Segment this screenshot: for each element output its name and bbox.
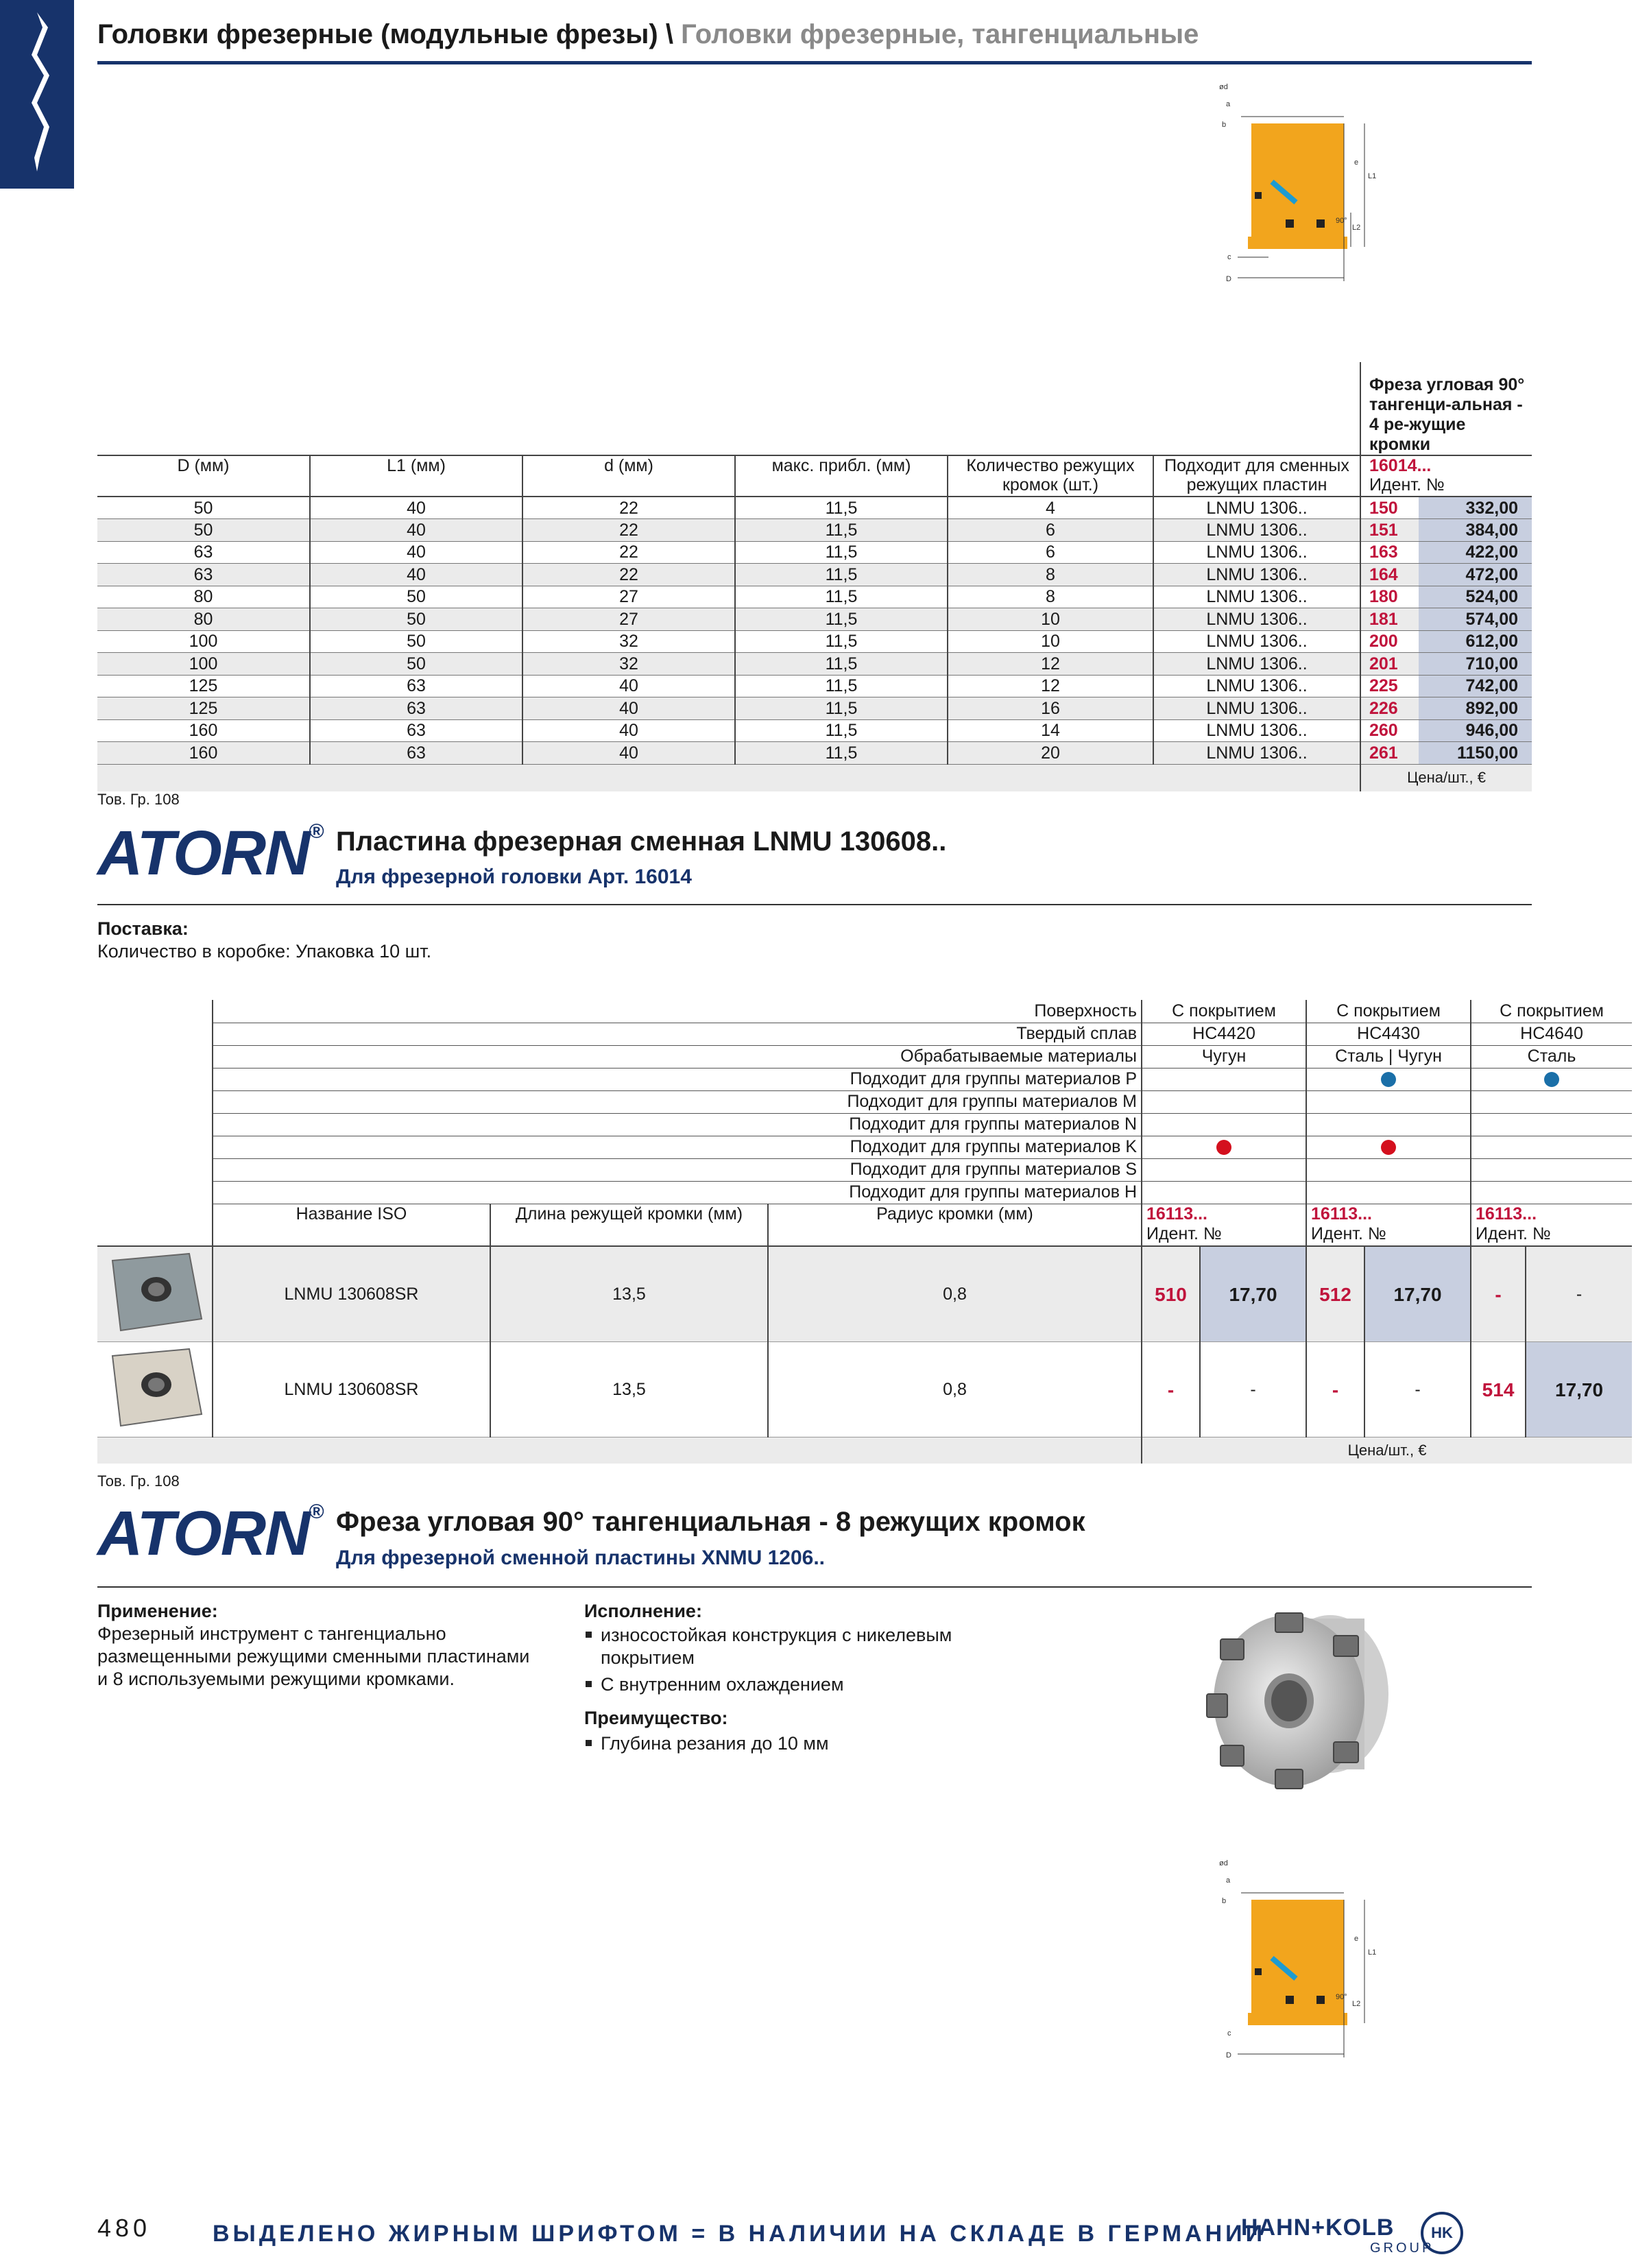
table-cell: 11,5 <box>735 564 948 586</box>
attribute-value: Сталь <box>1471 1045 1632 1068</box>
table-cell: 4 <box>948 497 1153 519</box>
table-cell: 40 <box>310 519 522 542</box>
table-cell: 16 <box>948 697 1153 720</box>
price-cell: 332,00 <box>1419 497 1532 519</box>
attribute-value: HC4430 <box>1306 1023 1471 1045</box>
price-cell: 1150,00 <box>1419 742 1532 765</box>
table-row <box>97 564 1532 586</box>
ident-number: 512 <box>1306 1246 1364 1342</box>
price-cell: 710,00 <box>1419 653 1532 676</box>
ident-number: 226 <box>1360 697 1419 720</box>
product-group: Тов. Гр. 108 <box>97 791 180 808</box>
table-cell: 12 <box>948 653 1153 676</box>
attribute-value: Сталь | Чугун <box>1306 1045 1471 1068</box>
attribute-value: С покрытием <box>1306 1000 1471 1023</box>
section-title-2: Фреза угловая 90° тангенциальная - 8 режущих кромок <box>336 1507 1085 1537</box>
attribute-label: Подходит для группы материалов S <box>213 1158 1142 1181</box>
ident-number: 510 <box>1142 1246 1200 1342</box>
attribute-row <box>97 1068 1632 1090</box>
ident-number: - <box>1471 1246 1526 1342</box>
table-cell: 40 <box>522 697 735 720</box>
price-label: Цена/шт., € <box>1360 764 1532 791</box>
suitability-cell <box>1306 1181 1471 1204</box>
table-cell: 80 <box>97 586 310 608</box>
table-cell: 100 <box>97 653 310 676</box>
table-cell: 27 <box>522 608 735 631</box>
red-dot-icon <box>1216 1140 1231 1155</box>
table-cell: 40 <box>310 497 522 519</box>
table-cell: 10 <box>948 608 1153 631</box>
ident-number: 164 <box>1360 564 1419 586</box>
label-d-2: ød <box>1219 1859 1228 1867</box>
table-cell: LNMU 1306.. <box>1153 697 1360 720</box>
table-cell: 12 <box>948 675 1153 697</box>
label-L2: L2 <box>1352 224 1361 232</box>
suitability-cell <box>1306 1113 1471 1136</box>
label-L2-2: L2 <box>1352 2000 1361 2008</box>
table-cell: 50 <box>97 497 310 519</box>
insert-iso: LNMU 130608SR <box>213 1342 490 1437</box>
attribute-label: Подходит для группы материалов H <box>213 1181 1142 1204</box>
supply-label: Поставка: <box>97 918 189 939</box>
attribute-value: С покрытием <box>1471 1000 1632 1023</box>
supply-text: Количество в коробке: Упаковка 10 шт. <box>97 941 432 962</box>
table-cell: LNMU 1306.. <box>1153 586 1360 608</box>
price-cell: 946,00 <box>1419 719 1532 742</box>
label-b: b <box>1222 121 1227 129</box>
suitability-cell <box>1471 1136 1632 1158</box>
table-cell: 10 <box>948 630 1153 653</box>
table-cell: 11,5 <box>735 541 948 564</box>
table-cell: 22 <box>522 497 735 519</box>
label-c-2: c <box>1227 2029 1231 2038</box>
col-ident-1: 16113... Идент. № <box>1142 1204 1306 1246</box>
label-a-2: a <box>1226 1876 1231 1885</box>
label-D: D <box>1226 275 1231 283</box>
ident-number: 201 <box>1360 653 1419 676</box>
section-title: Пластина фрезерная сменная LNMU 130608.. <box>336 826 947 857</box>
table-cell: LNMU 1306.. <box>1153 519 1360 542</box>
section-rule <box>97 904 1532 905</box>
title-rule <box>97 61 1532 64</box>
col-ident-3: 16113... Идент. № <box>1471 1204 1632 1246</box>
col-length: Длина режущей кромки (мм) <box>490 1204 768 1246</box>
suitability-cell <box>1306 1090 1471 1113</box>
cutter-table <box>97 362 1532 791</box>
suitability-cell <box>1306 1136 1471 1158</box>
suitability-cell <box>1471 1113 1632 1136</box>
label-e: e <box>1354 158 1359 167</box>
advantage-item-1: Глубина резания до 10 мм <box>584 1732 1009 1755</box>
table-cell: 125 <box>97 675 310 697</box>
suitability-cell <box>1306 1158 1471 1181</box>
ident-number: - <box>1142 1342 1200 1437</box>
attribute-value: HC4640 <box>1471 1023 1632 1045</box>
attribute-row <box>97 1023 1632 1045</box>
table-cell: 6 <box>948 519 1153 542</box>
table-cell: 32 <box>522 630 735 653</box>
insert-radius: 0,8 <box>768 1342 1142 1437</box>
attribute-label: Поверхность <box>213 1000 1142 1023</box>
table-row <box>97 1246 1632 1342</box>
atorn-logo: ATORN® <box>97 818 323 888</box>
label-e-2: e <box>1354 1935 1359 1943</box>
price-cell: 892,00 <box>1419 697 1532 720</box>
attribute-value: С покрытием <box>1142 1000 1306 1023</box>
ident-number: 163 <box>1360 541 1419 564</box>
ident-number: 150 <box>1360 497 1419 519</box>
table-cell: LNMU 1306.. <box>1153 719 1360 742</box>
table-cell: 63 <box>310 697 522 720</box>
table-cell: 50 <box>310 608 522 631</box>
price-cell: 422,00 <box>1419 541 1532 564</box>
table-cell: 50 <box>310 586 522 608</box>
table-cell: 160 <box>97 719 310 742</box>
table-cell: 27 <box>522 586 735 608</box>
table-row <box>97 586 1532 608</box>
ident-number: 181 <box>1360 608 1419 631</box>
design-item-2: С внутренним охлаждением <box>584 1673 1009 1696</box>
table-cell: LNMU 1306.. <box>1153 497 1360 519</box>
price-cell: 612,00 <box>1419 630 1532 653</box>
table-row <box>97 497 1532 519</box>
col-ident-2: 16113... Идент. № <box>1306 1204 1471 1246</box>
table-cell: 160 <box>97 742 310 765</box>
group-header: Фреза угловая 90° тангенци-альная - 4 ре-жущие кромки <box>1360 362 1532 455</box>
table-cell: 20 <box>948 742 1153 765</box>
table-cell: 11,5 <box>735 675 948 697</box>
table-cell: 22 <box>522 519 735 542</box>
section-subtitle: Для фрезерной головки Арт. 16014 <box>336 866 692 888</box>
price-cell: 574,00 <box>1419 608 1532 631</box>
table-cell: 11,5 <box>735 497 948 519</box>
table-cell: 63 <box>97 564 310 586</box>
attribute-label: Твердый сплав <box>213 1023 1142 1045</box>
table-cell: 6 <box>948 541 1153 564</box>
section-subtitle-2: Для фрезерной сменной пластины XNMU 1206.. <box>336 1547 826 1569</box>
table-row <box>97 719 1532 742</box>
table-cell: 11,5 <box>735 697 948 720</box>
suitability-cell <box>1471 1068 1632 1090</box>
table-row <box>97 742 1532 765</box>
label-L1: L1 <box>1368 172 1377 180</box>
suitability-cell <box>1306 1068 1471 1090</box>
suitability-cell <box>1142 1136 1306 1158</box>
label-a: a <box>1226 100 1231 108</box>
milling-cutter-photo <box>1193 1598 1419 1804</box>
insert-length: 13,5 <box>490 1246 768 1342</box>
suitability-cell <box>1142 1090 1306 1113</box>
label-D-2: D <box>1226 2051 1231 2060</box>
table-cell: 14 <box>948 719 1153 742</box>
suitability-cell <box>1471 1158 1632 1181</box>
table-cell: 11,5 <box>735 519 948 542</box>
ident-number: 261 <box>1360 742 1419 765</box>
table-row <box>97 1342 1632 1437</box>
table-cell: 11,5 <box>735 608 948 631</box>
suitability-cell <box>1142 1113 1306 1136</box>
ident-number: 225 <box>1360 675 1419 697</box>
table-row <box>97 697 1532 720</box>
tool-diagram-bottom <box>1207 1852 1412 2071</box>
table-cell: 11,5 <box>735 653 948 676</box>
page-number: 480 <box>97 2214 152 2242</box>
col-d: d (мм) <box>522 455 735 497</box>
suitability-cell <box>1142 1158 1306 1181</box>
insert-photo <box>97 1246 213 1342</box>
attribute-row <box>97 1136 1632 1158</box>
col-D: D (мм) <box>97 455 310 497</box>
table-row <box>97 675 1532 697</box>
table-row <box>97 630 1532 653</box>
suitability-cell <box>1471 1090 1632 1113</box>
suitability-cell <box>1471 1181 1632 1204</box>
col-ident: 16014... Идент. № <box>1360 455 1532 497</box>
insert-photo <box>97 1342 213 1437</box>
col-edges: Количество режущих кромок (шт.) <box>948 455 1153 497</box>
ident-number: 260 <box>1360 719 1419 742</box>
ident-number: 514 <box>1471 1342 1526 1437</box>
table-row <box>97 541 1532 564</box>
table-cell: 40 <box>310 541 522 564</box>
attribute-label: Подходит для группы материалов K <box>213 1136 1142 1158</box>
label-b-2: b <box>1222 1897 1227 1905</box>
page-title-sub: Головки фрезерные, тангенциальные <box>681 19 1199 49</box>
drill-icon-tab <box>0 0 74 189</box>
product-group-2: Тов. Гр. 108 <box>97 1472 180 1490</box>
col-inserts: Подходит для сменных режущих пластин <box>1153 455 1360 497</box>
table-cell: 50 <box>310 653 522 676</box>
price-cell: - <box>1200 1342 1306 1437</box>
table-cell: 63 <box>310 719 522 742</box>
table-row <box>97 653 1532 676</box>
price-cell: - <box>1526 1246 1632 1342</box>
table-row <box>97 519 1532 542</box>
attribute-row <box>97 1090 1632 1113</box>
price-cell: 524,00 <box>1419 586 1532 608</box>
attribute-label: Подходит для группы материалов M <box>213 1090 1142 1113</box>
table-cell: 11,5 <box>735 630 948 653</box>
suitability-cell <box>1142 1068 1306 1090</box>
table-cell: 32 <box>522 653 735 676</box>
price-label-2: Цена/шт., € <box>1142 1437 1632 1464</box>
price-cell: 17,70 <box>1200 1246 1306 1342</box>
col-L1: L1 (мм) <box>310 455 522 497</box>
page-title-main: Головки фрезерные (модульные фрезы) <box>97 19 658 49</box>
attribute-row <box>97 1158 1632 1181</box>
table-cell: 8 <box>948 564 1153 586</box>
hk-mark-icon: HK <box>1421 2212 1463 2254</box>
table-cell: 63 <box>310 742 522 765</box>
table-cell: LNMU 1306.. <box>1153 608 1360 631</box>
attribute-value: Чугун <box>1142 1045 1306 1068</box>
price-cell: 384,00 <box>1419 519 1532 542</box>
insert-length: 13,5 <box>490 1342 768 1437</box>
insert-table <box>97 1000 1632 1464</box>
suitability-cell <box>1142 1181 1306 1204</box>
ident-number: 180 <box>1360 586 1419 608</box>
table-cell: 63 <box>97 541 310 564</box>
price-cell: 17,70 <box>1364 1246 1471 1342</box>
price-cell: 17,70 <box>1526 1342 1632 1437</box>
table-cell: 40 <box>522 742 735 765</box>
table-cell: 50 <box>97 519 310 542</box>
attribute-label: Подходит для группы материалов N <box>213 1113 1142 1136</box>
table-cell: 40 <box>310 564 522 586</box>
label-angle-2: 90° <box>1336 1993 1347 2001</box>
attribute-label: Обрабатываемые материалы <box>213 1045 1142 1068</box>
table-cell: LNMU 1306.. <box>1153 630 1360 653</box>
table-cell: 40 <box>522 675 735 697</box>
table-cell: 11,5 <box>735 742 948 765</box>
table-row <box>97 608 1532 631</box>
hahn-kolb-logo: HAHN+KOLB GROUP HK <box>1241 2212 1467 2253</box>
table-cell: 11,5 <box>735 586 948 608</box>
table-cell: 63 <box>310 675 522 697</box>
label-c: c <box>1227 253 1231 261</box>
table-cell: 100 <box>97 630 310 653</box>
table-cell: LNMU 1306.. <box>1153 653 1360 676</box>
attribute-row <box>97 1000 1632 1023</box>
attribute-row <box>97 1181 1632 1204</box>
attribute-label: Подходит для группы материалов P <box>213 1068 1142 1090</box>
table-cell: 125 <box>97 697 310 720</box>
page-title: Головки фрезерные (модульные фрезы) \ Головки фрезерные, тангенциальные <box>97 19 1199 49</box>
table-cell: LNMU 1306.. <box>1153 564 1360 586</box>
label-L1-2: L1 <box>1368 1948 1377 1957</box>
table-cell: 22 <box>522 541 735 564</box>
design-item-1: износостойкая конструкция с никелевым покрытием <box>584 1624 1009 1669</box>
table-cell: 22 <box>522 564 735 586</box>
stock-tagline: ВЫДЕЛЕНО ЖИРНЫМ ШРИФТОМ = В НАЛИЧИИ НА СКЛАДЕ В ГЕРМАНИИ <box>213 2221 1266 2247</box>
table-cell: LNMU 1306.. <box>1153 742 1360 765</box>
col-iso: Название ISO <box>213 1204 490 1246</box>
insert-iso: LNMU 130608SR <box>213 1246 490 1342</box>
ident-number: 200 <box>1360 630 1419 653</box>
section-rule-2 <box>97 1586 1532 1588</box>
ident-number: - <box>1306 1342 1364 1437</box>
atorn-logo-2: ATORN® <box>97 1499 323 1568</box>
insert-radius: 0,8 <box>768 1246 1142 1342</box>
design-block: Исполнение: износостойкая конструкция с никелевым покрытием С внутренним охлаждением Преимущество: Глубина резания до 10 мм <box>584 1600 1009 1755</box>
table-cell: 8 <box>948 586 1153 608</box>
attribute-row <box>97 1113 1632 1136</box>
table-cell: LNMU 1306.. <box>1153 541 1360 564</box>
col-radius: Радиус кромки (мм) <box>768 1204 1142 1246</box>
table-cell: 50 <box>310 630 522 653</box>
blue-dot-icon <box>1544 1072 1559 1087</box>
table-cell: 80 <box>97 608 310 631</box>
col-max: макс. прибл. (мм) <box>735 455 948 497</box>
application-block: Применение: Фрезерный инструмент с тангенциально размещенными режущими сменными пластинами и 8 используемыми режущими кромками. <box>97 1601 530 1689</box>
red-dot-icon <box>1381 1140 1396 1155</box>
blue-dot-icon <box>1381 1072 1396 1087</box>
price-cell: - <box>1364 1342 1471 1437</box>
price-cell: 742,00 <box>1419 675 1532 697</box>
table-cell: LNMU 1306.. <box>1153 675 1360 697</box>
table-cell: 40 <box>522 719 735 742</box>
attribute-row <box>97 1045 1632 1068</box>
attribute-value: HC4420 <box>1142 1023 1306 1045</box>
price-cell: 472,00 <box>1419 564 1532 586</box>
label-angle: 90° <box>1336 217 1347 225</box>
table-cell: 11,5 <box>735 719 948 742</box>
label-d: ød <box>1219 83 1228 91</box>
ident-number: 151 <box>1360 519 1419 542</box>
tool-diagram-top <box>1207 75 1412 295</box>
